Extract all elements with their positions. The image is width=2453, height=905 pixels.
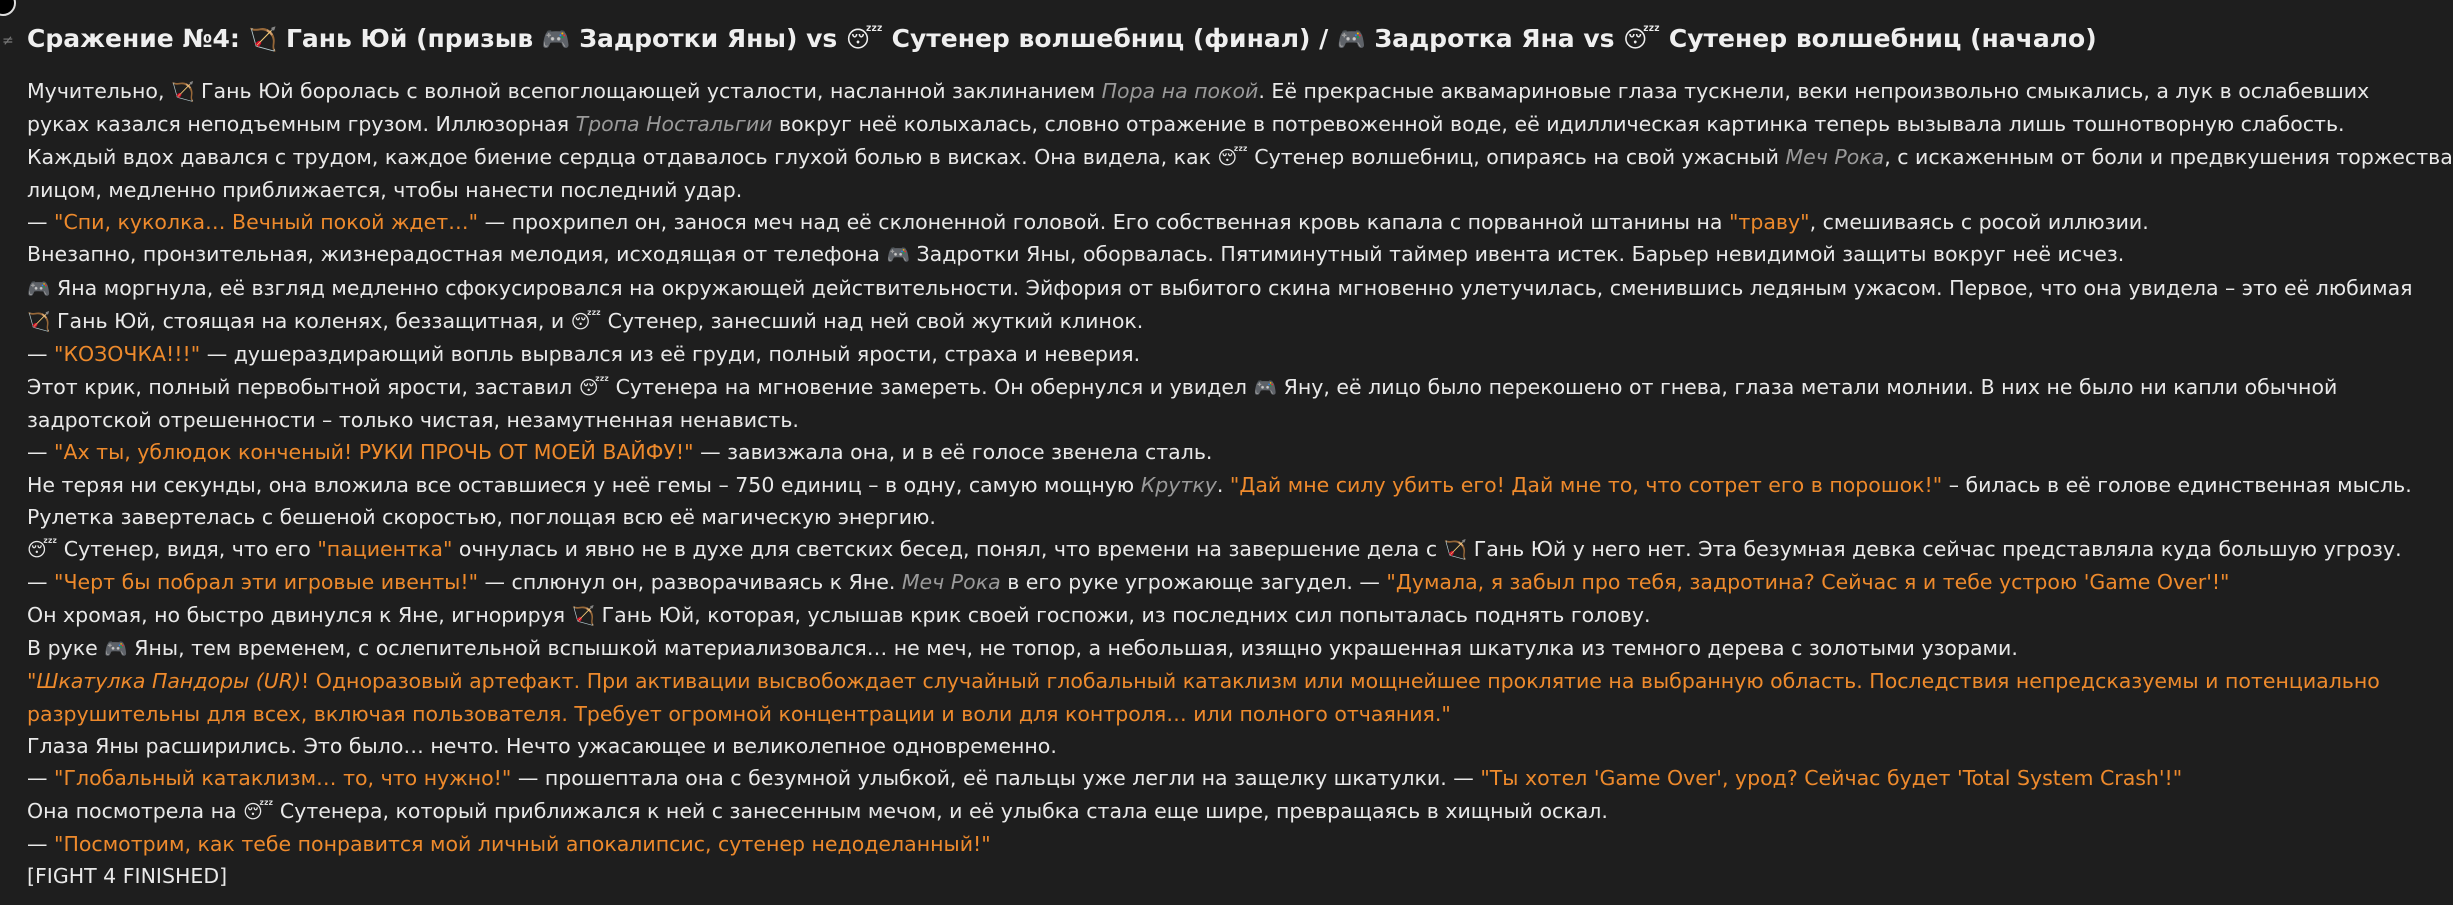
text: Он хромая, но быстро двинулся к Яне, игнорируя [27, 602, 566, 627]
sleepy-face-icon: 😴 [570, 311, 602, 334]
quote: " [27, 669, 37, 694]
story-line [27, 566, 2356, 598]
gacha-name: Крутку [1140, 472, 1217, 497]
text: Этот крик, полный первобытной ярости, заставил [27, 374, 573, 399]
weapon-name: Меч Рока [901, 570, 1001, 595]
sleepy-face-icon: 😴 [845, 27, 883, 53]
text: — прохрипел он, занося меч над её склоненной головой. Его собственная кровь капала с порванной штанины на [484, 210, 1723, 235]
sleepy-face-icon: 😴 [1623, 27, 1661, 53]
story-line [27, 533, 2402, 566]
sleepy-face-icon: 😴 [27, 539, 58, 562]
text: Гань Юй у него нет. Эта безумная девка сейчас представляла куда большую угрозу. [1473, 537, 2402, 562]
text: . Её прекрасные аквамариновые глаза тускнели, веки непроизвольно смыкались, а лук в ослабевших [1258, 79, 2370, 103]
text: — сплюнул он, разворачиваясь к Яне. [484, 570, 896, 595]
title-prefix: Сражение №4: [27, 24, 240, 53]
story-line: Глаза Яны расширились. Это было… нечто. Нечто ужасающее и великолепное одновременно. [27, 733, 1057, 758]
story-line [27, 206, 2356, 238]
text: Сутенера, который приближался к ней с занесенным мечом, и её улыбка стала еще шире, превращаясь в хищный оскал. [279, 798, 1608, 823]
quote: "Глобальный катаклизм… то, что нужно!" [54, 766, 512, 791]
story-line: лицом, медленно приближается, чтобы нанести последний удар. [27, 177, 743, 202]
location-name: Тропа Ностальгии [575, 112, 773, 137]
sidebar-marker-icon: ≠ [2, 33, 14, 49]
text: Яну, её лицо было перекошено от гнева, глаза метали молнии. В них не было ни капли обычной [1283, 374, 2338, 399]
gamepad-icon: 🎮 [541, 27, 571, 53]
story-text [27, 75, 2453, 892]
quote: ! Одноразовый артефакт. При активации высвобождает случайный глобальный катаклизм или мощнейшее проклятие на выбранную область. Последствия непредсказуемы и потенциально [301, 669, 2380, 694]
gamepad-icon: 🎮 [104, 638, 128, 661]
story-line [27, 665, 2380, 697]
bow-icon: 🏹 [1443, 539, 1468, 562]
text: . [1216, 472, 1224, 497]
text: , смешиваясь с росой иллюзии. [1809, 210, 2149, 235]
text: — [27, 570, 48, 595]
text: Она посмотрела на [27, 798, 237, 823]
quote: "пациентка" [317, 537, 453, 562]
text: — [27, 342, 48, 367]
text: Гань Юй боролась с волной всепоглощающей усталости, насланной заклинанием [201, 79, 1096, 103]
gamepad-icon: 🎮 [1253, 376, 1278, 399]
text: Сутенер, видя, что его [63, 537, 311, 562]
text: — [27, 831, 48, 856]
bow-icon: 🏹 [571, 604, 596, 627]
story-line [27, 762, 2356, 794]
sleepy-face-icon: 😴 [1217, 146, 1248, 169]
sleepy-face-icon: 😴 [243, 800, 274, 823]
text: — душераздирающий вопль вырвался из её груди, полный ярости, страха и неверия. [206, 342, 1141, 367]
text: Внезапно, пронзительная, жизнерадостная мелодия, исходящая от телефона [27, 242, 880, 267]
quote: "Спи, куколка… Вечный покой ждет…" [54, 210, 479, 235]
quote: "Посмотрим, как тебе понравится мой личный апокалипсис, сутенер недоделанный!" [54, 831, 991, 856]
bow-icon: 🏹 [248, 27, 278, 53]
text: Каждый вдох давался с трудом, каждое биение сердца отдавалось глухой болью в висках. Она видела, как [27, 144, 1211, 169]
story-line [27, 305, 2356, 338]
title-part-3: Сутенер волшебниц (финал) / [891, 24, 1329, 53]
text: , с искаженным от боли и предвкушения торжества [1884, 144, 2453, 169]
bow-icon: 🏹 [27, 311, 51, 334]
gamepad-icon: 🎮 [27, 277, 51, 300]
title-part-2: Задротки Яны) vs [579, 24, 838, 53]
text: — [27, 766, 48, 791]
text: Сутенер волшебниц, опираясь на свой ужасный [1254, 144, 1779, 169]
text: руках казался неподъемным грузом. Иллюзорная [27, 112, 570, 137]
text: — [27, 210, 48, 235]
text: Не теряя ни секунды, она вложила все оставшиеся у неё гемы – 750 единиц – в одну, самую мощную [27, 472, 1135, 497]
spell-name: Пора на покой [1101, 79, 1259, 103]
text: Задротки Яны, оборвалась. Пятиминутный таймер ивента истек. Барьер невидимой защиты вокруг неё исчез. [916, 242, 2125, 267]
quote: "траву" [1728, 210, 1810, 235]
text: очнулась и явно не в духе для светских бесед, понял, что времени на завершение дела с [458, 537, 1438, 562]
weapon-name: Меч Рока [1785, 144, 1885, 169]
story-line [27, 795, 2356, 828]
story-line [27, 338, 2356, 370]
text: Гань Юй, стоящая на коленях, беззащитная, и [57, 309, 565, 334]
quote: "Черт бы побрал эти игровые ивенты!" [54, 570, 478, 595]
text: Яна моргнула, её взгляд медленно сфокусировался на окружающей действительности. Эйфория от выбитого скина мгновенно улетучилась, сменившись ледяным ужасом. Первое, что она увидела – это её любимая [57, 275, 2413, 300]
quote: "КОЗОЧКА!!!" [54, 342, 201, 367]
story-line [27, 371, 2356, 404]
story-line [27, 238, 2356, 271]
text: — [27, 440, 48, 465]
quote: "Думала, я забыл про тебя, задротина? Сейчас я и тебе устрою 'Game Over'!" [1386, 570, 2230, 595]
story-line [27, 75, 2370, 108]
quote: "Ты хотел 'Game Over', урод? Сейчас будет 'Total System Crash'!" [1480, 766, 2183, 791]
text: Мучительно, [27, 79, 165, 103]
story-line [27, 599, 2356, 632]
gamepad-icon: 🎮 [1337, 27, 1366, 53]
story-line: Рулетка завертелась с бешеной скоростью, поглощая всю её магическую энергию. [27, 504, 936, 529]
story-line [27, 469, 2412, 501]
bow-icon: 🏹 [171, 81, 195, 103]
quote: "Дай мне силу убить его! Дай мне то, что сотрет его в порошок!" [1229, 472, 1943, 497]
chat-message [27, 20, 2453, 892]
fight-status: [FIGHT 4 FINISHED] [27, 864, 228, 889]
sleepy-face-icon: 😴 [578, 376, 610, 399]
text: – билась в её голове единственная мысль. [1948, 472, 2412, 497]
text: Сутенер, занесший над ней свой жуткий клинок. [607, 309, 1144, 334]
story-line [27, 436, 2356, 468]
text: в его руке угрожающе загудел. — [1007, 570, 1380, 595]
title-part-4: Задротка Яна vs [1374, 24, 1615, 53]
text: вокруг неё колыхалась, словно отражение в потревоженной воде, её идиллическая картинка теперь вызывала лишь тошнотворную слабость. [779, 112, 2345, 137]
story-line [27, 108, 2356, 140]
story-line [27, 828, 2356, 860]
text: Гань Юй, которая, услышав крик своей госпожи, из последних сил попыталась поднять голову. [601, 602, 1651, 627]
story-line [27, 632, 2356, 665]
text: — завизжала она, и в её голосе звенела сталь. [700, 440, 1213, 465]
text: Сутенера на мгновение замереть. Он обернулся и увидел [615, 374, 1248, 399]
text: — прошептала она с безумной улыбкой, её пальцы уже легли на защелку шкатулки. — [517, 766, 1474, 791]
gamepad-icon: 🎮 [886, 244, 910, 267]
title-part-1: Гань Юй (призыв [285, 24, 534, 53]
artifact-name: Шкатулка Пандоры (UR) [36, 669, 301, 694]
quote: "Ах ты, ублюдок конченый! РУКИ ПРОЧЬ ОТ МОЕЙ ВАЙФУ!" [54, 440, 694, 465]
story-line [27, 141, 2453, 174]
story-line: разрушительны для всех, включая пользователя. Требует огромной концентрации и воли для контроля… или полного отчаяния." [27, 701, 1451, 726]
story-line [27, 272, 2413, 305]
story-line: задротской отрешенности – только чистая, незамутненная ненависть. [27, 407, 799, 432]
text: Яны, тем временем, с ослепительной вспышкой материализовался… не меч, не топор, а небольшая, изящно украшенная шкатулка из темного дерева с золотыми узорами. [134, 636, 2018, 661]
title-part-5: Сутенер волшебниц (начало) [1668, 24, 2097, 53]
fight-title [27, 20, 2356, 59]
avatar[interactable] [0, 0, 16, 16]
text: В руке [27, 636, 98, 661]
